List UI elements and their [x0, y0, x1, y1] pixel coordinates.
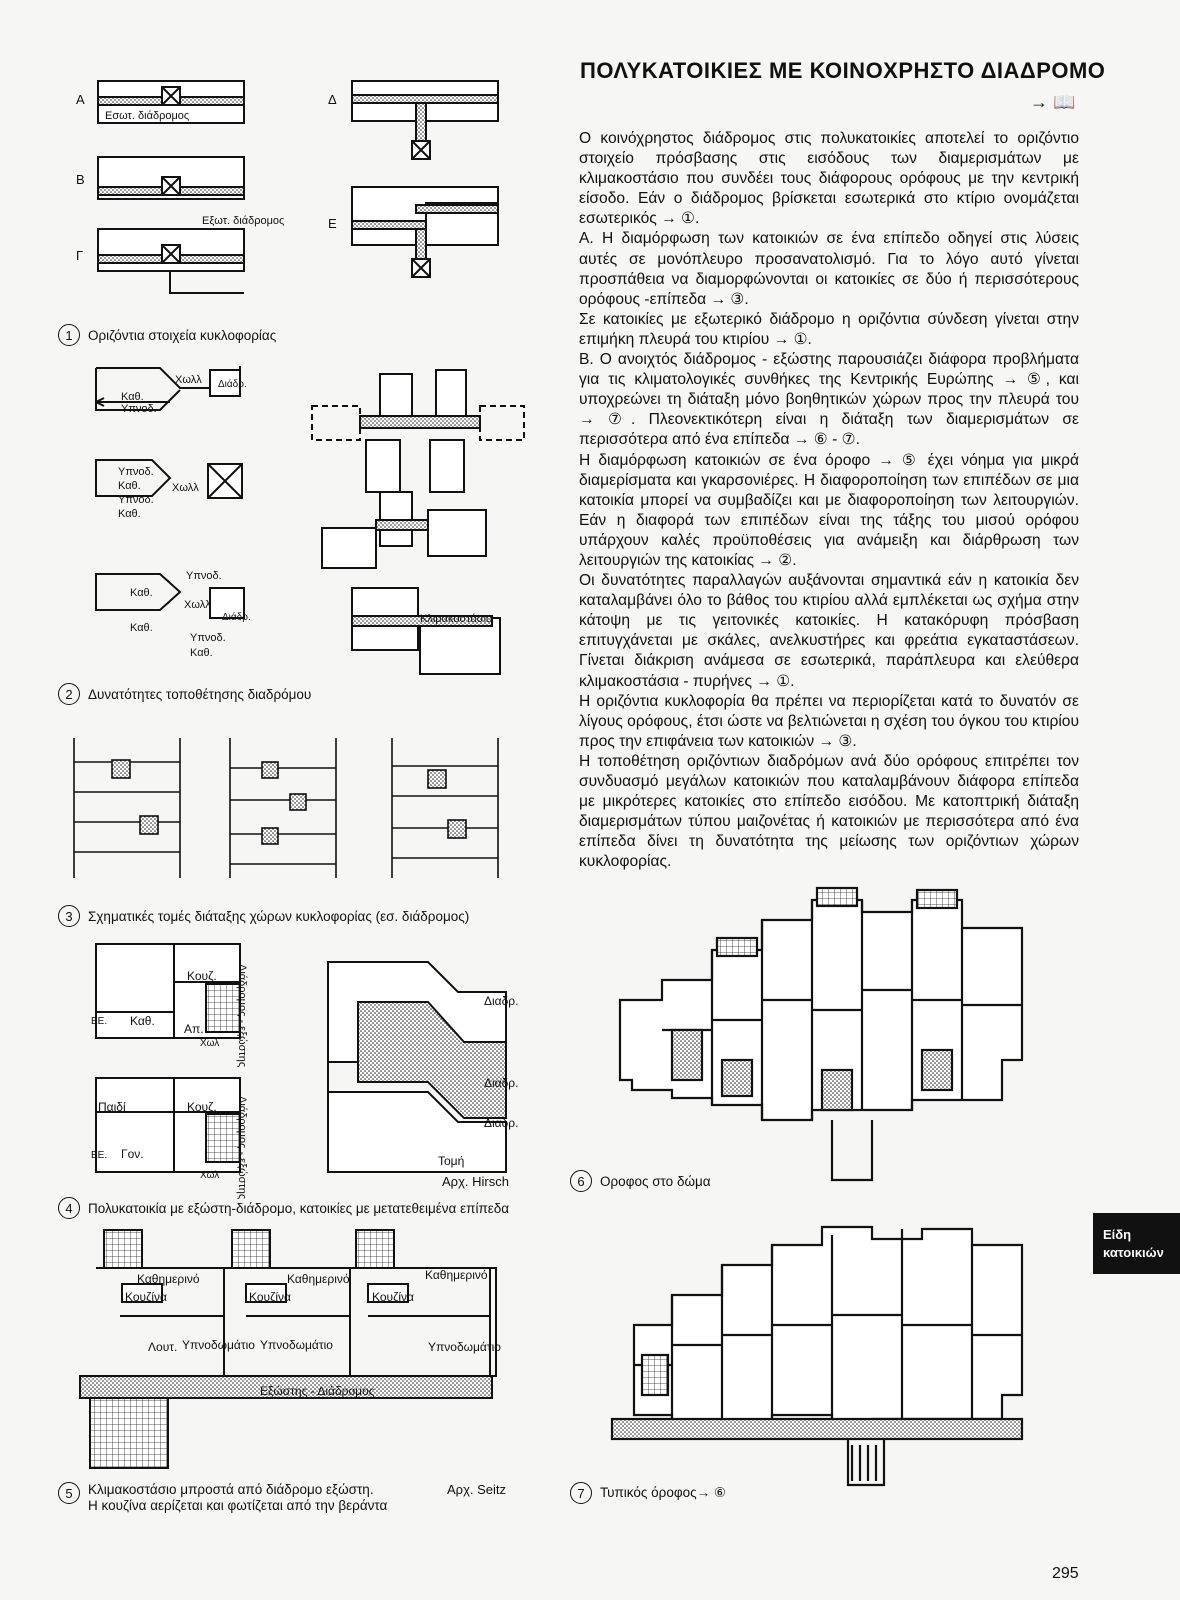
figure-number: 1	[58, 324, 80, 346]
page-title: ΠΟΛΥΚΑΤΟΙΚΙΕΣ ΜΕ ΚΟΙΝΟΧΡΗΣΤΟ ΔΙΑΔΡΟΜΟ	[580, 58, 1106, 83]
paragraph: Η οριζόντια κυκλοφορία θα πρέπει να περιορίζεται κατά το δυνατόν σε λίγους ορόφους, έτσι ώστε να βελτιώνεται η σχέση του όγκου του κτιρίου προς την επιφάνεια των κατοικιών → ③.	[579, 692, 1079, 750]
figure-7-caption	[570, 1482, 726, 1504]
stair-label: Κλιμακοστάσιο	[420, 613, 493, 625]
room-label: ΕΕ.	[91, 1150, 108, 1161]
caption-text: Οριζόντια στοιχεία κυκλοφορίας	[88, 327, 277, 343]
label: Καθ.	[121, 391, 144, 403]
room-label: Καθημερινό	[287, 1272, 350, 1286]
figure-1-caption	[58, 324, 276, 346]
figure-4-caption	[58, 1197, 509, 1219]
variant-letter: Β	[76, 172, 85, 187]
label: Χωλλ	[175, 374, 202, 386]
label: Διάδρ.	[218, 379, 247, 390]
caption-line: Κλιμακοστάσιο μπροστά από διάδρομο εξώστη.	[88, 1482, 374, 1497]
caption-text: Σχηματικές τομές διάταξης χώρων κυκλοφορίας (εσ. διάδρομος)	[88, 908, 470, 924]
circulation-diagrams	[90, 75, 510, 295]
section-label: Τομή	[438, 1154, 465, 1168]
paragraph: Α. Η διαμόρφωση των κατοικιών σε ένα επίπεδο οδηγεί στις λύσεις αυτές σε μονόπλευρο προσανατολισμό. Για το λόγο αυτό γίνεται προσπάθεια να διαμορφώνονται οι κατοικίες σε δύο ή περισσότερους ορόφους -επίπεδα → ③.	[579, 230, 1079, 308]
section-tab	[1093, 1213, 1180, 1274]
label: Χωλλ	[172, 482, 199, 494]
section-diagrams	[70, 738, 550, 888]
room-label: Κουζίνα	[125, 1290, 167, 1304]
room-label: Κουζ.	[187, 969, 217, 983]
roof-floor-plan	[612, 880, 1052, 1170]
paragraph: Σε κατοικίες με εξωτερικό διάδρομο η οριζόντια σύνδεση γίνεται στην επιμήκη πλευρά του κτιρίου → ①.	[579, 310, 1079, 348]
label: Καθ.	[130, 587, 153, 599]
label: Υπνοδ.	[186, 570, 222, 582]
label: Διάδρ.	[222, 612, 251, 623]
section-label: Διαδρ.	[484, 1116, 519, 1130]
room-label: Καθημερινό	[425, 1268, 488, 1282]
label: Χωλλ	[184, 599, 211, 611]
room-label: Κουζίνα	[372, 1290, 414, 1304]
label: Καθ.	[118, 480, 141, 492]
figure-number: 7	[570, 1482, 592, 1504]
room-label: Καθημερινό	[137, 1272, 200, 1286]
figure-5-caption	[58, 1482, 387, 1514]
room-label: Χωλ	[200, 1038, 220, 1049]
caption-text: Τυπικός όροφος→ ⑥	[600, 1485, 726, 1500]
caption-text: Δυνατότητες τοποθέτησης διαδρόμου	[88, 686, 312, 702]
room-label: Καθ.	[130, 1014, 155, 1028]
label: Καθ.	[118, 508, 141, 520]
room-label: Παιδί	[98, 1100, 126, 1114]
book-icon: 📖	[1053, 92, 1076, 112]
architect-credit: Αρχ. Hirsch	[442, 1174, 509, 1189]
figure-number: 2	[58, 683, 80, 705]
room-label: Διάδρομος - εξώστης	[236, 964, 248, 1068]
room-label: Κουζ.	[187, 1100, 217, 1114]
caption-text	[88, 1482, 387, 1514]
paragraph: Η τοποθέτηση οριζόντιων διαδρόμων ανά δύο ορόφους επιτρέπει τον συνδυασμό μεγάλων κατοικιών που καταλαμβάνουν διάφορα επίπεδα με μικρότερες κατοικίες στο επίπεδο εισόδου. Με κατοπτρική διάταξη διαμερισμάτων τύπου μαιζονέτας ή κατοικιών με περισσότερα από ένα επίπεδα δίνει τη δυνατότητα της μείωσης των οριζόντιων χώρων κυκλοφορίας.	[579, 752, 1079, 871]
room-label: Διάδρομος - εξώστης	[236, 1096, 248, 1200]
book-reference	[1030, 92, 1075, 113]
section-tab-line: Είδη	[1103, 1226, 1132, 1242]
body-text	[579, 129, 1079, 872]
caption-line: Η κουζίνα αερίζεται και φωτίζεται από την βεράντα	[88, 1498, 388, 1513]
room-label: Χωλ	[200, 1170, 220, 1181]
caption-text: Πολυκατοικία με εξώστη-διάδρομο, κατοικίες με μετατεθειμένα επίπεδα	[88, 1200, 510, 1216]
figure-number: 5	[58, 1482, 80, 1504]
label: Καθ.	[130, 622, 153, 634]
section-tab-line: κατοικιών	[1103, 1244, 1164, 1260]
typical-floor-plan	[612, 1215, 1042, 1475]
figure-3-caption	[58, 905, 469, 927]
corridor-label: Εξώστης - Διάδρομος	[260, 1384, 375, 1398]
caption-text: Οροφος στο δώμα	[600, 1173, 711, 1189]
label: Καθ.	[190, 647, 213, 659]
room-label: ΕΕ.	[91, 1016, 108, 1027]
room-label: Λουτ.	[148, 1340, 178, 1354]
variant-letter: Δ	[328, 92, 337, 107]
figure-number: 4	[58, 1197, 80, 1219]
label: Υπνοδ.	[118, 466, 154, 478]
figure-number: 6	[570, 1170, 592, 1192]
paragraph: Η διαμόρφωση κατοικιών σε ένα όροφο → ⑤ έχει νόημα για μικρά διαμερίσματα και γκαρσονιέρες. Η διαφοροποίηση των επιπέδων σε μια κατοικία μπορεί να συμβαδίζει και με διαφοροποίηση των λειτουργιών. Εάν η διαφορά των επιπέδων είναι της τάξης του μισού ορόφου υπάρχουν καλές προϋποθέσεις για ανάμειξη και διάρθρωση των λειτουργιών της κατοικίας → ②.	[579, 451, 1079, 569]
variant-letter: Α	[76, 92, 85, 107]
paragraph: Β. Ο ανοιχτός διάδρομος - εξώστης παρουσιάζει διάφορα προβλήματα για τις κλιματολογικές συνθήκες της Κεντρικής Ευρώπης → ⑤, και υποχρεώνει τη διάταξη μόνο βοηθητικών χώρων προς την πλευρά του → ⑦. Πλεονεκτικότερη είναι η διάταξη των διαμερισμάτων σε περισσότερα από ένα επίπεδα → ⑥ - ⑦.	[579, 351, 1079, 449]
label-external-corridor: Εξωτ. διάδρομος	[202, 215, 285, 227]
reference-arrow: →	[1030, 92, 1048, 112]
room-label: Κουζίνα	[249, 1290, 291, 1304]
label: Υπνοδ.	[121, 403, 157, 415]
section-label: Διαδρ.	[484, 994, 519, 1008]
figure-2-caption	[58, 683, 311, 705]
figure-number: 3	[58, 905, 80, 927]
page-number: 295	[1052, 1565, 1079, 1582]
label: Υπνοδ.	[118, 494, 154, 506]
variant-letter: Γ	[76, 248, 84, 263]
variant-letter: Ε	[328, 216, 337, 231]
paragraph: Οι δυνατότητες παραλλαγών αυξάνονται σημαντικά εάν η κατοικία δεν καταλαμβάνει όλο το βάθος του κτιρίου αλλά εμπλέκεται ως σχήμα στην κάτοψη με τις γειτονικές κατοικίες. Η κατακόρυφη πρόσβαση επιτυγχάνεται με σκάλες, ανελκυστήρες και φρεάτια εγκαταστάσεων. Γίνεται διάκριση ανάμεσα σε εσωτερικά, παράπλευρα και ελεύθερα κλιμακοστάσια - πυρήνες → ①.	[579, 572, 1079, 690]
section-label: Διαδρ.	[484, 1076, 519, 1090]
room-label: Υπνοδωμάτιο	[260, 1338, 333, 1352]
room-label: Απ.	[184, 1022, 204, 1036]
figure-6-caption	[570, 1170, 711, 1192]
label-internal-corridor: Εσωτ. διάδρομος	[105, 110, 190, 122]
room-label: Υπνοδωμάτιο	[428, 1340, 501, 1354]
room-label: Γον.	[121, 1147, 144, 1161]
room-label: Υπνοδωμάτιο	[182, 1338, 255, 1352]
paragraph: Ο κοινόχρηστος διάδρομος στις πολυκατοικίες αποτελεί το οριζόντιο στοιχείο πρόσβασης στις εισόδους των διαμερισμάτων με κλιμακοστάσιο που συνδέει τους διάφορους ορόφους με την κεντρική είσοδο. Εάν ο διάδρομος βρίσκεται εσωτερικά στο κτίριο ονομάζεται εσωτερικός → ①.	[579, 130, 1079, 228]
architect-credit: Αρχ. Seitz	[447, 1482, 507, 1497]
label: Υπνοδ.	[190, 632, 226, 644]
